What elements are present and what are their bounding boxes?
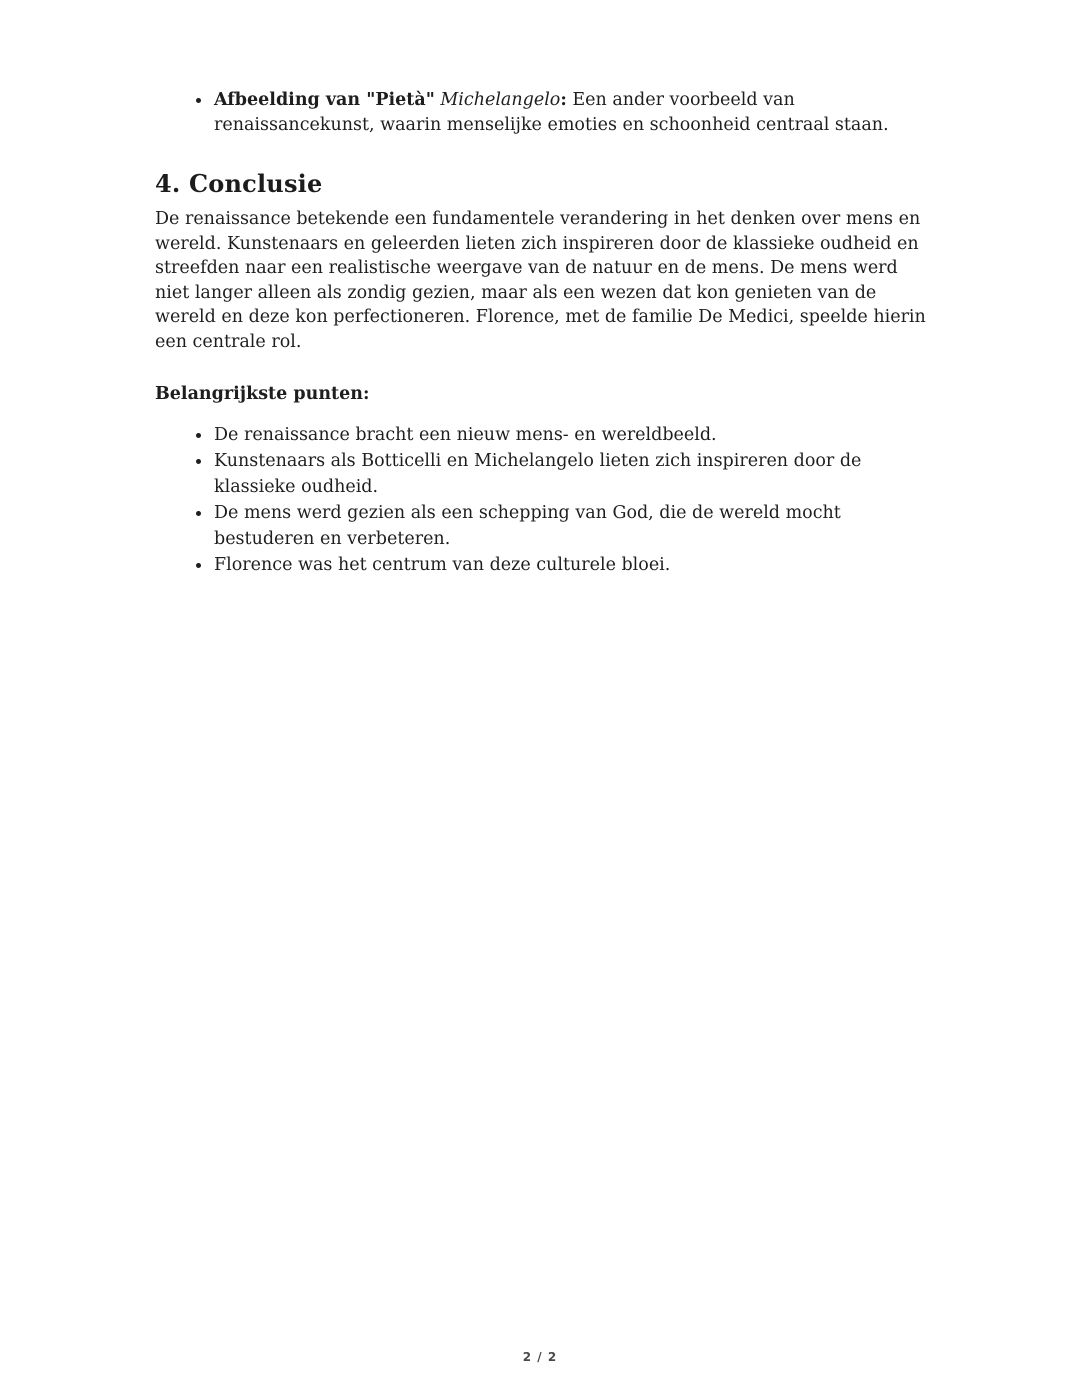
- page-number-indicator: 2 / 2: [522, 1350, 558, 1364]
- bullet-separator: :: [560, 90, 567, 110]
- bullet-bold-lead: Afbeelding van "Pietà": [214, 90, 435, 110]
- section-heading-conclusie: 4. Conclusie: [155, 169, 323, 198]
- list-item: • De mens werd gezien als een schepping van God, die de wereld mocht bestuderen en verbeteren.: [212, 500, 930, 552]
- list-item: [212, 88, 930, 138]
- list-item: • Kunstenaars als Botticelli en Michelangelo lieten zich inspireren door de klassieke oudheid.: [212, 448, 930, 500]
- bullet-rest-text: Een ander voorbeeld van renaissancekunst, waarin menselijke emoties en schoonheid centraal staan.: [214, 90, 889, 135]
- document-content: [155, 88, 930, 578]
- key-points-list: [155, 422, 930, 578]
- bullet-italic-term: Michelangelo: [440, 90, 561, 110]
- key-points-label: Belangrijkste punten:: [155, 384, 370, 404]
- list-item: • De renaissance bracht een nieuw mens- en wereldbeeld.: [212, 422, 930, 448]
- list-item: • Florence was het centrum van deze culturele bloei.: [212, 552, 930, 578]
- conclusion-paragraph: De renaissance betekende een fundamentele verandering in het denken over mens en wereld. Kunstenaars en geleerden lieten zich inspireren door de klassieke oudheid en streefden naar een realistische weergave van de natuur en de mens. De mens werd niet langer alleen als zondig gezien, maar als een wezen dat kon genieten van de wereld en deze kon perfectioneren. Florence, met de familie De Medici, speelde hierin een centrale rol.: [155, 209, 926, 352]
- pieta-bullet-list: [155, 88, 930, 138]
